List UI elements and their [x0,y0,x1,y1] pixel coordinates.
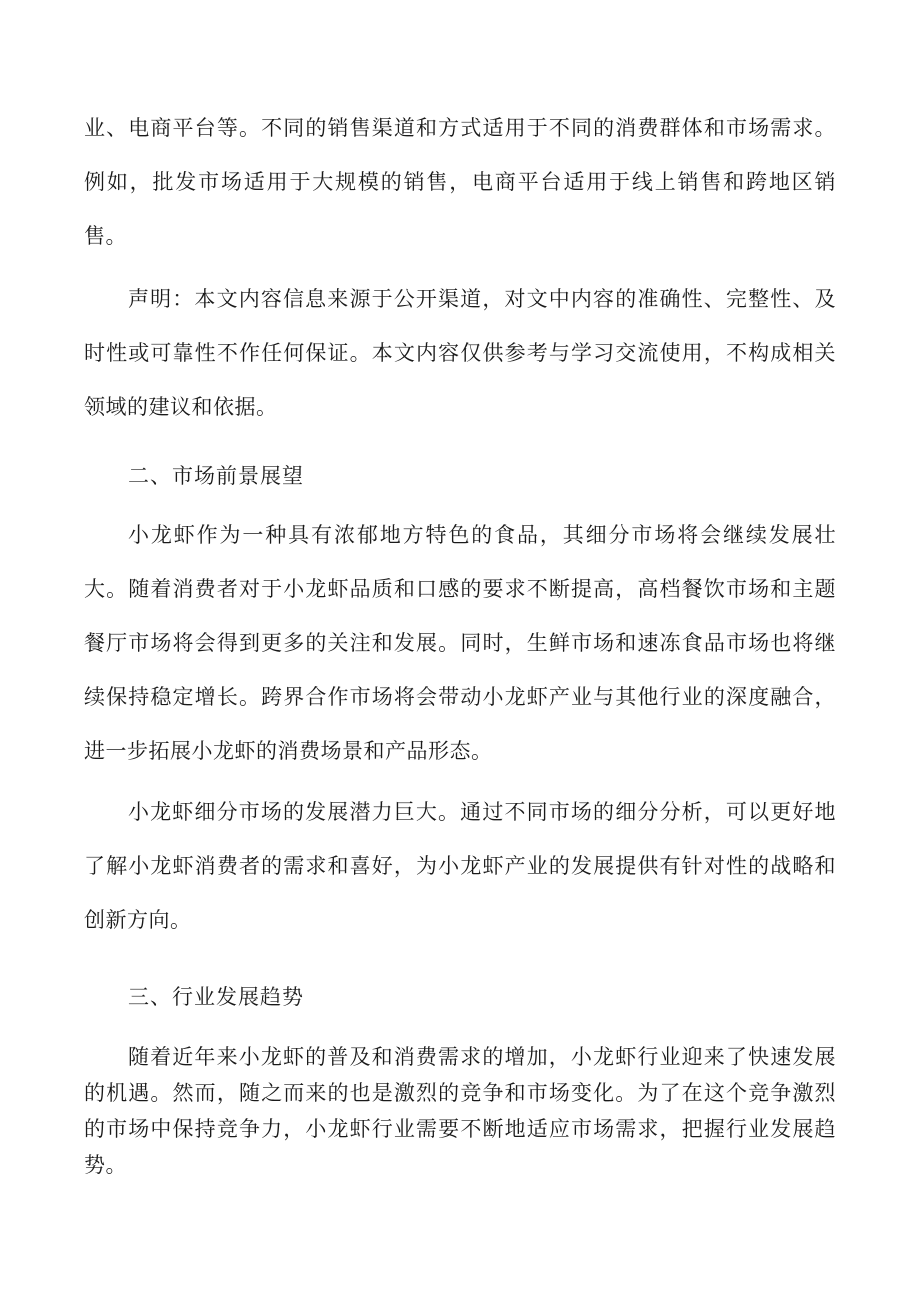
paragraph-market-outlook-1: 小龙虾作为一种具有浓郁地方特色的食品，其细分市场将会继续发展壮大。随着消费者对于小龙虾品质和口感的要求不断提高，高档餐饮市场和主题餐厅市场将会得到更多的关注和发展。同时，生鲜市场和速冻食品市场也将继续保持稳定增长。跨界合作市场将会带动小龙虾产业与其他行业的深度融合，进一步拓展小龙虾的消费场景和产品形态。 [84,523,836,763]
paragraph-disclaimer: 声明：本文内容信息来源于公开渠道，对文中内容的准确性、完整性、及时性或可靠性不作任何保证。本文内容仅供参考与学习交流使用，不构成相关领域的建议和依据。 [84,287,836,419]
section-heading-industry-trends: 三、行业发展趋势 [128,985,304,1009]
paragraph-sales-channels: 业、电商平台等。不同的销售渠道和方式适用于不同的消费群体和市场需求。例如，批发市场适用于大规模的销售，电商平台适用于线上销售和跨地区销售。 [84,116,836,248]
section-heading-market-outlook: 二、市场前景展望 [128,464,304,488]
paragraph-market-outlook-2: 小龙虾细分市场的发展潜力巨大。通过不同市场的细分分析，可以更好地了解小龙虾消费者的需求和喜好，为小龙虾产业的发展提供有针对性的战略和创新方向。 [84,800,836,932]
paragraph-industry-trends: 随着近年来小龙虾的普及和消费需求的增加，小龙虾行业迎来了快速发展的机遇。然而，随之而来的也是激烈的竞争和市场变化。为了在这个竞争激烈的市场中保持竞争力，小龙虾行业需要不断地适应市场需求，把握行业发展趋势。 [84,1045,836,1177]
